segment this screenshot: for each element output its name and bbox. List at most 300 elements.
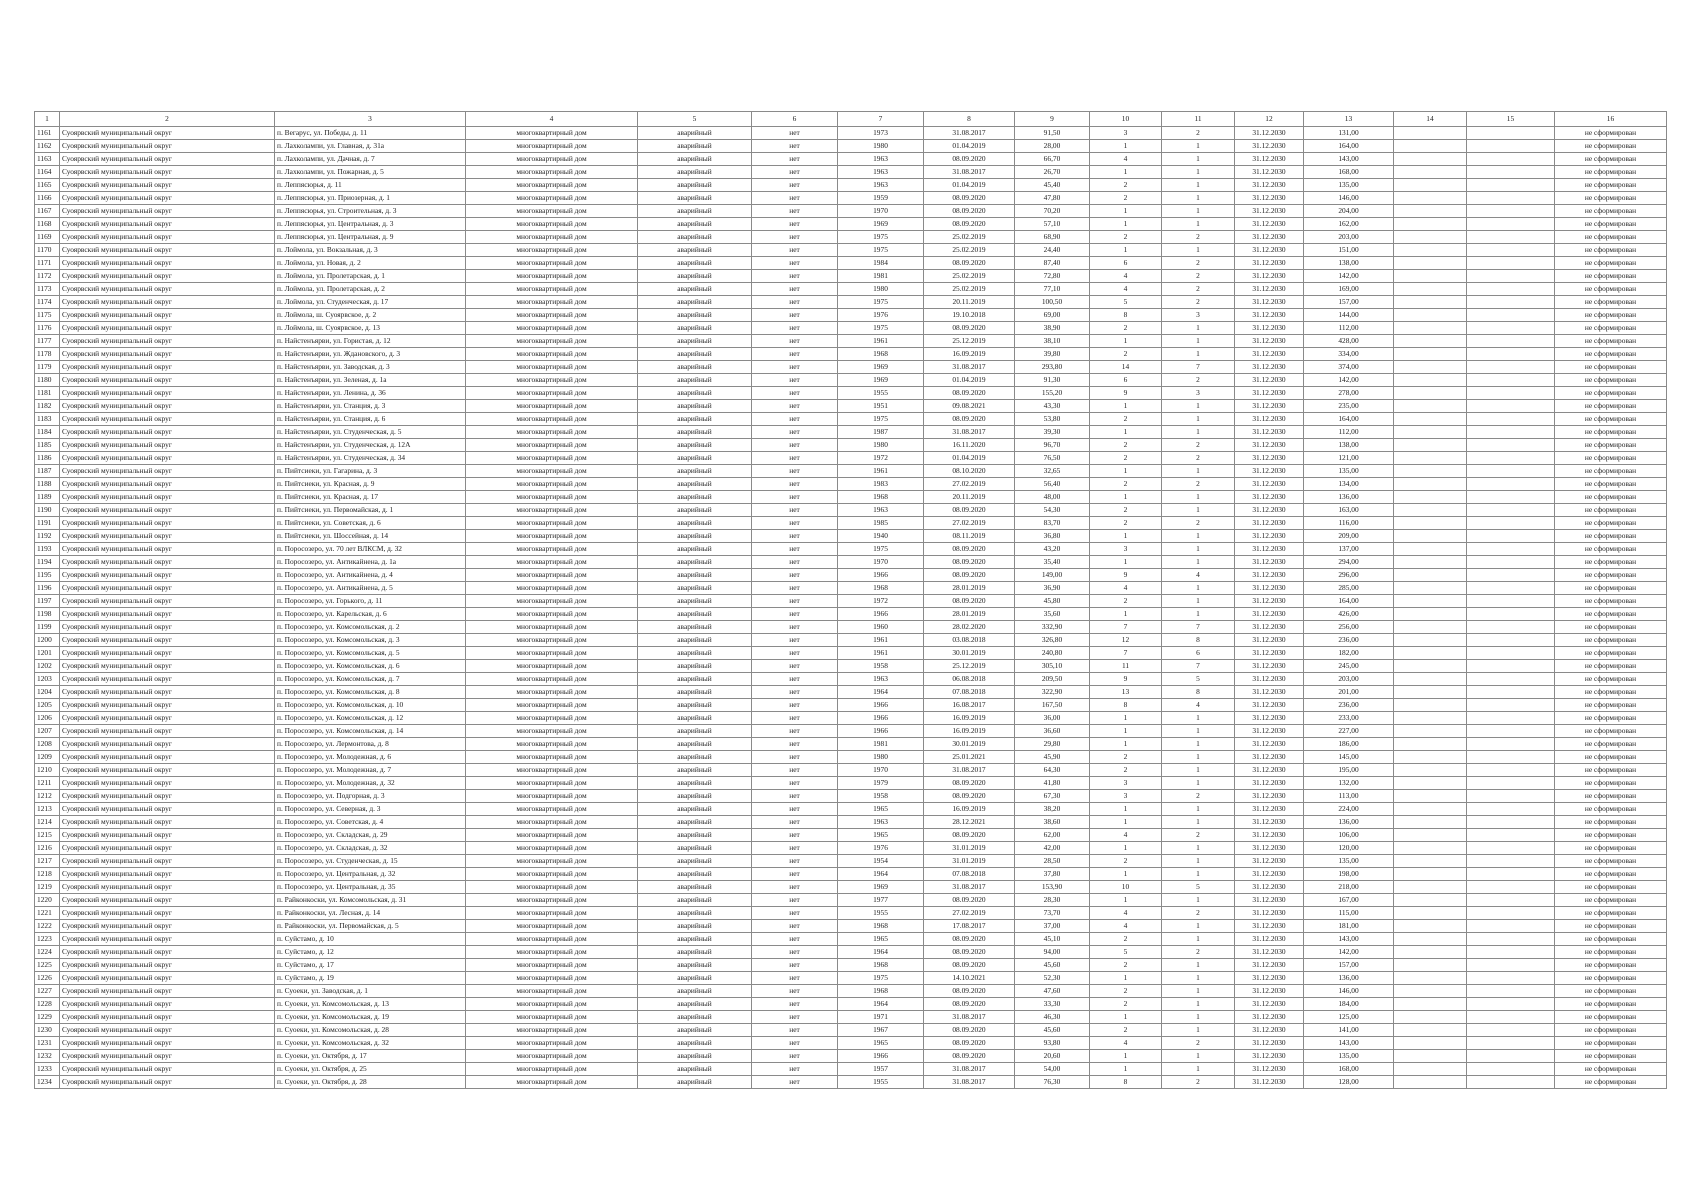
table-cell-col-15 <box>1467 296 1555 309</box>
table-cell-col-15 <box>1467 634 1555 647</box>
table-cell-col-5: аварийный <box>638 231 752 244</box>
table-cell-col-14 <box>1394 335 1467 348</box>
table-cell-col-12: 31.12.2030 <box>1235 855 1304 868</box>
table-cell-col-2: Суоярвский муниципальный округ <box>60 296 275 309</box>
table-row <box>35 998 1667 1011</box>
table-cell-col-9: 69,00 <box>1015 309 1090 322</box>
table-cell-col-12: 31.12.2030 <box>1235 530 1304 543</box>
table-cell-col-15 <box>1467 1063 1555 1076</box>
table-cell-col-15 <box>1467 140 1555 153</box>
table-cell-col-15 <box>1467 335 1555 348</box>
table-cell-col-12: 31.12.2030 <box>1235 608 1304 621</box>
table-cell-col-1: 1183 <box>35 413 60 426</box>
table-cell-col-7: 1965 <box>838 803 924 816</box>
table-cell-col-14 <box>1394 751 1467 764</box>
table-cell-col-12: 31.12.2030 <box>1235 465 1304 478</box>
table-cell-col-4: многоквартирный дом <box>466 1050 638 1063</box>
table-cell-col-3: п. Лоймола, ш. Суоярвское, д. 2 <box>275 309 466 322</box>
table-cell-col-14 <box>1394 569 1467 582</box>
table-cell-col-2: Суоярвский муниципальный округ <box>60 257 275 270</box>
table-cell-col-8: 08.09.2020 <box>924 595 1015 608</box>
table-cell-col-14 <box>1394 1063 1467 1076</box>
table-cell-col-4: многоквартирный дом <box>466 881 638 894</box>
table-cell-col-5: аварийный <box>638 842 752 855</box>
table-cell-col-4: многоквартирный дом <box>466 790 638 803</box>
table-cell-col-3: п. Лоймола, ул. Студенческая, д. 17 <box>275 296 466 309</box>
table-cell-col-12: 31.12.2030 <box>1235 309 1304 322</box>
table-cell-col-5: аварийный <box>638 140 752 153</box>
table-cell-col-14 <box>1394 595 1467 608</box>
table-cell-col-15 <box>1467 816 1555 829</box>
table-cell-col-2: Суоярвский муниципальный округ <box>60 127 275 140</box>
table-cell-col-15 <box>1467 517 1555 530</box>
table-cell-col-12: 31.12.2030 <box>1235 504 1304 517</box>
table-cell-col-5: аварийный <box>638 335 752 348</box>
table-cell-col-2: Суоярвский муниципальный округ <box>60 491 275 504</box>
table-cell-col-1: 1179 <box>35 361 60 374</box>
table-cell-col-6: нет <box>752 920 838 933</box>
table-row <box>35 985 1667 998</box>
table-cell-col-10: 10 <box>1090 881 1162 894</box>
table-cell-col-10: 1 <box>1090 218 1162 231</box>
table-cell-col-12: 31.12.2030 <box>1235 491 1304 504</box>
table-cell-col-8: 09.08.2021 <box>924 400 1015 413</box>
table-cell-col-12: 31.12.2030 <box>1235 374 1304 387</box>
document-sheet <box>34 111 1666 1089</box>
table-cell-col-15 <box>1467 491 1555 504</box>
table-cell-col-5: аварийный <box>638 1011 752 1024</box>
table-cell-col-4: многоквартирный дом <box>466 582 638 595</box>
table-cell-col-10: 8 <box>1090 1076 1162 1089</box>
table-cell-col-1: 1204 <box>35 686 60 699</box>
table-cell-col-16: не сформирован <box>1555 647 1667 660</box>
table-cell-col-1: 1231 <box>35 1037 60 1050</box>
table-cell-col-16: не сформирован <box>1555 829 1667 842</box>
table-cell-col-1: 1166 <box>35 192 60 205</box>
table-cell-col-11: 1 <box>1162 504 1235 517</box>
table-cell-col-8: 08.09.2020 <box>924 257 1015 270</box>
table-cell-col-10: 8 <box>1090 699 1162 712</box>
table-cell-col-12: 31.12.2030 <box>1235 881 1304 894</box>
table-cell-col-2: Суоярвский муниципальный округ <box>60 309 275 322</box>
table-cell-col-10: 9 <box>1090 673 1162 686</box>
table-cell-col-7: 1980 <box>838 439 924 452</box>
table-row <box>35 738 1667 751</box>
table-cell-col-4: многоквартирный дом <box>466 985 638 998</box>
table-cell-col-3: п. Леппясюрья, ул. Приозерная, д. 1 <box>275 192 466 205</box>
table-cell-col-4: многоквартирный дом <box>466 959 638 972</box>
table-cell-col-14 <box>1394 790 1467 803</box>
table-cell-col-15 <box>1467 1011 1555 1024</box>
table-cell-col-7: 1968 <box>838 491 924 504</box>
table-cell-col-10: 14 <box>1090 361 1162 374</box>
table-cell-col-15 <box>1467 218 1555 231</box>
table-row <box>35 582 1667 595</box>
table-cell-col-7: 1951 <box>838 400 924 413</box>
table-cell-col-15 <box>1467 738 1555 751</box>
table-cell-col-16: не сформирован <box>1555 582 1667 595</box>
table-cell-col-1: 1202 <box>35 660 60 673</box>
table-cell-col-11: 7 <box>1162 660 1235 673</box>
table-cell-col-5: аварийный <box>638 985 752 998</box>
table-cell-col-11: 2 <box>1162 1037 1235 1050</box>
table-cell-col-14 <box>1394 504 1467 517</box>
table-cell-col-4: многоквартирный дом <box>466 608 638 621</box>
table-cell-col-11: 7 <box>1162 361 1235 374</box>
table-cell-col-2: Суоярвский муниципальный округ <box>60 400 275 413</box>
table-cell-col-10: 1 <box>1090 972 1162 985</box>
table-cell-col-10: 2 <box>1090 985 1162 998</box>
table-cell-col-1: 1233 <box>35 1063 60 1076</box>
table-cell-col-14 <box>1394 1024 1467 1037</box>
table-cell-col-1: 1181 <box>35 387 60 400</box>
table-cell-col-14 <box>1394 1037 1467 1050</box>
table-cell-col-7: 1975 <box>838 413 924 426</box>
table-row <box>35 309 1667 322</box>
table-cell-col-6: нет <box>752 270 838 283</box>
table-cell-col-2: Суоярвский муниципальный округ <box>60 179 275 192</box>
table-cell-col-2: Суоярвский муниципальный округ <box>60 998 275 1011</box>
table-cell-col-11: 1 <box>1162 1063 1235 1076</box>
table-cell-col-6: нет <box>752 725 838 738</box>
table-cell-col-15 <box>1467 153 1555 166</box>
table-cell-col-9: 45,10 <box>1015 933 1090 946</box>
table-cell-col-13: 256,00 <box>1304 621 1394 634</box>
table-cell-col-13: 162,00 <box>1304 218 1394 231</box>
table-cell-col-11: 2 <box>1162 790 1235 803</box>
table-cell-col-1: 1201 <box>35 647 60 660</box>
table-cell-col-10: 1 <box>1090 465 1162 478</box>
table-cell-col-7: 1981 <box>838 270 924 283</box>
table-cell-col-4: многоквартирный дом <box>466 413 638 426</box>
table-cell-col-1: 1230 <box>35 1024 60 1037</box>
table-cell-col-9: 24,40 <box>1015 244 1090 257</box>
table-cell-col-5: аварийный <box>638 166 752 179</box>
table-cell-col-9: 77,10 <box>1015 283 1090 296</box>
table-row <box>35 491 1667 504</box>
table-cell-col-2: Суоярвский муниципальный округ <box>60 816 275 829</box>
table-cell-col-9: 68,90 <box>1015 231 1090 244</box>
table-cell-col-10: 2 <box>1090 998 1162 1011</box>
table-cell-col-10: 1 <box>1090 894 1162 907</box>
table-cell-col-12: 31.12.2030 <box>1235 712 1304 725</box>
table-cell-col-5: аварийный <box>638 1024 752 1037</box>
table-cell-col-10: 2 <box>1090 764 1162 777</box>
table-cell-col-13: 136,00 <box>1304 972 1394 985</box>
table-cell-col-14 <box>1394 738 1467 751</box>
table-cell-col-11: 1 <box>1162 166 1235 179</box>
table-cell-col-11: 2 <box>1162 127 1235 140</box>
table-cell-col-13: 115,00 <box>1304 907 1394 920</box>
table-cell-col-2: Суоярвский муниципальный округ <box>60 933 275 946</box>
table-cell-col-7: 1976 <box>838 309 924 322</box>
table-cell-col-6: нет <box>752 907 838 920</box>
table-cell-col-13: 131,00 <box>1304 127 1394 140</box>
table-cell-col-16: не сформирован <box>1555 1024 1667 1037</box>
table-cell-col-11: 1 <box>1162 1024 1235 1037</box>
table-cell-col-7: 1975 <box>838 296 924 309</box>
table-cell-col-3: п. Поросозеро, ул. Комсомольская, д. 7 <box>275 673 466 686</box>
table-cell-col-1: 1213 <box>35 803 60 816</box>
table-cell-col-1: 1180 <box>35 374 60 387</box>
table-cell-col-13: 233,00 <box>1304 712 1394 725</box>
table-row <box>35 673 1667 686</box>
table-cell-col-16: не сформирован <box>1555 179 1667 192</box>
table-cell-col-11: 1 <box>1162 816 1235 829</box>
table-cell-col-11: 1 <box>1162 608 1235 621</box>
table-cell-col-15 <box>1467 751 1555 764</box>
table-cell-col-8: 25.02.2019 <box>924 231 1015 244</box>
table-cell-col-15 <box>1467 374 1555 387</box>
table-cell-col-3: п. Найстенъярви, ул. Станция, д. 6 <box>275 413 466 426</box>
table-cell-col-13: 163,00 <box>1304 504 1394 517</box>
table-cell-col-10: 4 <box>1090 829 1162 842</box>
table-cell-col-2: Суоярвский муниципальный округ <box>60 361 275 374</box>
table-cell-col-12: 31.12.2030 <box>1235 1050 1304 1063</box>
table-cell-col-10: 2 <box>1090 179 1162 192</box>
table-cell-col-16: не сформирован <box>1555 972 1667 985</box>
table-cell-col-11: 2 <box>1162 829 1235 842</box>
table-cell-col-15 <box>1467 465 1555 478</box>
table-row <box>35 153 1667 166</box>
table-cell-col-2: Суоярвский муниципальный округ <box>60 192 275 205</box>
table-cell-col-1: 1224 <box>35 946 60 959</box>
table-row <box>35 140 1667 153</box>
table-cell-col-14 <box>1394 270 1467 283</box>
table-cell-col-4: многоквартирный дом <box>466 1076 638 1089</box>
table-body <box>35 127 1667 1089</box>
table-cell-col-10: 2 <box>1090 231 1162 244</box>
table-cell-col-4: многоквартирный дом <box>466 517 638 530</box>
table-cell-col-5: аварийный <box>638 894 752 907</box>
table-cell-col-16: не сформирован <box>1555 192 1667 205</box>
table-cell-col-4: многоквартирный дом <box>466 829 638 842</box>
table-cell-col-1: 1184 <box>35 426 60 439</box>
table-cell-col-4: многоквартирный дом <box>466 1011 638 1024</box>
table-cell-col-2: Суоярвский муниципальный округ <box>60 959 275 972</box>
table-cell-col-2: Суоярвский муниципальный округ <box>60 725 275 738</box>
table-cell-col-5: аварийный <box>638 634 752 647</box>
table-row <box>35 387 1667 400</box>
table-cell-col-2: Суоярвский муниципальный округ <box>60 686 275 699</box>
table-cell-col-15 <box>1467 556 1555 569</box>
table-cell-col-14 <box>1394 413 1467 426</box>
table-cell-col-10: 2 <box>1090 192 1162 205</box>
table-cell-col-1: 1185 <box>35 439 60 452</box>
table-cell-col-6: нет <box>752 244 838 257</box>
table-cell-col-8: 08.09.2020 <box>924 985 1015 998</box>
table-cell-col-1: 1171 <box>35 257 60 270</box>
table-cell-col-16: не сформирован <box>1555 816 1667 829</box>
table-cell-col-3: п. Лоймола, ул. Вокзальная, д. 3 <box>275 244 466 257</box>
table-cell-col-1: 1177 <box>35 335 60 348</box>
table-cell-col-2: Суоярвский муниципальный округ <box>60 946 275 959</box>
table-cell-col-10: 1 <box>1090 1011 1162 1024</box>
table-cell-col-5: аварийный <box>638 764 752 777</box>
table-cell-col-7: 1971 <box>838 1011 924 1024</box>
table-cell-col-13: 143,00 <box>1304 1037 1394 1050</box>
table-row <box>35 465 1667 478</box>
table-cell-col-15 <box>1467 309 1555 322</box>
table-cell-col-10: 3 <box>1090 790 1162 803</box>
table-cell-col-5: аварийный <box>638 270 752 283</box>
table-cell-col-16: не сформирован <box>1555 868 1667 881</box>
table-cell-col-10: 1 <box>1090 608 1162 621</box>
table-cell-col-10: 11 <box>1090 660 1162 673</box>
table-cell-col-14 <box>1394 205 1467 218</box>
table-cell-col-11: 1 <box>1162 959 1235 972</box>
table-cell-col-5: аварийный <box>638 738 752 751</box>
table-cell-col-11: 1 <box>1162 972 1235 985</box>
table-cell-col-5: аварийный <box>638 751 752 764</box>
table-cell-col-8: 25.12.2019 <box>924 335 1015 348</box>
table-row <box>35 855 1667 868</box>
table-cell-col-4: многоквартирный дом <box>466 699 638 712</box>
table-cell-col-1: 1211 <box>35 777 60 790</box>
table-cell-col-4: многоквартирный дом <box>466 777 638 790</box>
table-cell-col-16: не сформирован <box>1555 309 1667 322</box>
table-cell-col-2: Суоярвский муниципальный округ <box>60 439 275 452</box>
table-cell-col-10: 7 <box>1090 621 1162 634</box>
table-cell-col-9: 149,00 <box>1015 569 1090 582</box>
table-cell-col-6: нет <box>752 738 838 751</box>
table-cell-col-15 <box>1467 686 1555 699</box>
table-cell-col-6: нет <box>752 322 838 335</box>
table-cell-col-15 <box>1467 712 1555 725</box>
table-cell-col-7: 1987 <box>838 426 924 439</box>
table-cell-col-2: Суоярвский муниципальный округ <box>60 842 275 855</box>
table-cell-col-2: Суоярвский муниципальный округ <box>60 543 275 556</box>
table-cell-col-16: не сформирован <box>1555 244 1667 257</box>
table-cell-col-4: многоквартирный дом <box>466 491 638 504</box>
table-cell-col-3: п. Райконкоски, ул. Лесная, д. 14 <box>275 907 466 920</box>
table-cell-col-7: 1960 <box>838 621 924 634</box>
table-cell-col-8: 08.09.2020 <box>924 790 1015 803</box>
table-cell-col-11: 1 <box>1162 868 1235 881</box>
table-cell-col-12: 31.12.2030 <box>1235 972 1304 985</box>
table-cell-col-15 <box>1467 231 1555 244</box>
table-cell-col-13: 164,00 <box>1304 595 1394 608</box>
table-cell-col-15 <box>1467 829 1555 842</box>
table-cell-col-3: п. Поросозеро, ул. Молодежная, д. 6 <box>275 751 466 764</box>
table-cell-col-11: 4 <box>1162 569 1235 582</box>
table-cell-col-4: многоквартирный дом <box>466 439 638 452</box>
table-row <box>35 1037 1667 1050</box>
table-cell-col-13: 184,00 <box>1304 998 1394 1011</box>
table-cell-col-14 <box>1394 179 1467 192</box>
table-cell-col-16: не сформирован <box>1555 296 1667 309</box>
table-cell-col-13: 168,00 <box>1304 1063 1394 1076</box>
table-cell-col-7: 1967 <box>838 1024 924 1037</box>
table-cell-col-13: 136,00 <box>1304 816 1394 829</box>
table-cell-col-11: 2 <box>1162 270 1235 283</box>
table-cell-col-15 <box>1467 322 1555 335</box>
table-cell-col-16: не сформирован <box>1555 699 1667 712</box>
table-cell-col-13: 245,00 <box>1304 660 1394 673</box>
table-cell-col-8: 25.02.2019 <box>924 283 1015 296</box>
table-cell-col-6: нет <box>752 894 838 907</box>
table-row <box>35 1011 1667 1024</box>
table-cell-col-3: п. Поросозеро, ул. Комсомольская, д. 10 <box>275 699 466 712</box>
table-row <box>35 881 1667 894</box>
table-cell-col-10: 4 <box>1090 153 1162 166</box>
table-cell-col-16: не сформирован <box>1555 270 1667 283</box>
table-cell-col-14 <box>1394 972 1467 985</box>
table-cell-col-8: 08.09.2020 <box>924 387 1015 400</box>
table-cell-col-4: многоквартирный дом <box>466 673 638 686</box>
table-cell-col-13: 227,00 <box>1304 725 1394 738</box>
table-row <box>35 660 1667 673</box>
table-cell-col-1: 1175 <box>35 309 60 322</box>
table-cell-col-11: 1 <box>1162 192 1235 205</box>
table-cell-col-12: 31.12.2030 <box>1235 296 1304 309</box>
table-cell-col-2: Суоярвский муниципальный округ <box>60 231 275 244</box>
table-cell-col-4: многоквартирный дом <box>466 504 638 517</box>
table-cell-col-7: 1965 <box>838 933 924 946</box>
table-cell-col-13: 195,00 <box>1304 764 1394 777</box>
table-cell-col-15 <box>1467 179 1555 192</box>
table-cell-col-16: не сформирован <box>1555 985 1667 998</box>
table-row <box>35 569 1667 582</box>
table-cell-col-7: 1975 <box>838 244 924 257</box>
table-cell-col-15 <box>1467 881 1555 894</box>
table-cell-col-4: многоквартирный дом <box>466 244 638 257</box>
table-cell-col-13: 135,00 <box>1304 465 1394 478</box>
table-cell-col-12: 31.12.2030 <box>1235 868 1304 881</box>
table-cell-col-13: 209,00 <box>1304 530 1394 543</box>
table-cell-col-11: 1 <box>1162 1011 1235 1024</box>
table-cell-col-16: не сформирован <box>1555 257 1667 270</box>
table-cell-col-16: не сформирован <box>1555 842 1667 855</box>
table-cell-col-9: 38,20 <box>1015 803 1090 816</box>
table-cell-col-7: 1975 <box>838 972 924 985</box>
table-cell-col-9: 62,00 <box>1015 829 1090 842</box>
table-cell-col-4: многоквартирный дом <box>466 1024 638 1037</box>
table-cell-col-5: аварийный <box>638 374 752 387</box>
table-cell-col-3: п. Лоймола, ул. Пролетарская, д. 2 <box>275 283 466 296</box>
table-cell-col-13: 146,00 <box>1304 192 1394 205</box>
table-cell-col-9: 33,30 <box>1015 998 1090 1011</box>
table-cell-col-15 <box>1467 348 1555 361</box>
table-cell-col-3: п. Суоеки, ул. Октября, д. 17 <box>275 1050 466 1063</box>
table-cell-col-1: 1189 <box>35 491 60 504</box>
table-cell-col-9: 38,60 <box>1015 816 1090 829</box>
table-row <box>35 530 1667 543</box>
table-cell-col-1: 1199 <box>35 621 60 634</box>
table-cell-col-9: 91,50 <box>1015 127 1090 140</box>
table-cell-col-7: 1968 <box>838 985 924 998</box>
table-cell-col-3: п. Суоеки, ул. Октября, д. 28 <box>275 1076 466 1089</box>
table-cell-col-8: 08.09.2020 <box>924 946 1015 959</box>
table-cell-col-12: 31.12.2030 <box>1235 1024 1304 1037</box>
table-cell-col-12: 31.12.2030 <box>1235 322 1304 335</box>
table-row <box>35 946 1667 959</box>
table-cell-col-6: нет <box>752 972 838 985</box>
table-cell-col-11: 2 <box>1162 296 1235 309</box>
table-cell-col-4: многоквартирный дом <box>466 452 638 465</box>
table-cell-col-7: 1955 <box>838 907 924 920</box>
table-cell-col-14 <box>1394 946 1467 959</box>
table-cell-col-10: 1 <box>1090 335 1162 348</box>
table-cell-col-4: многоквартирный дом <box>466 647 638 660</box>
table-cell-col-1: 1193 <box>35 543 60 556</box>
table-cell-col-7: 1969 <box>838 218 924 231</box>
table-cell-col-11: 2 <box>1162 478 1235 491</box>
table-cell-col-11: 2 <box>1162 946 1235 959</box>
table-cell-col-15 <box>1467 868 1555 881</box>
table-cell-col-7: 1969 <box>838 361 924 374</box>
table-cell-col-15 <box>1467 426 1555 439</box>
